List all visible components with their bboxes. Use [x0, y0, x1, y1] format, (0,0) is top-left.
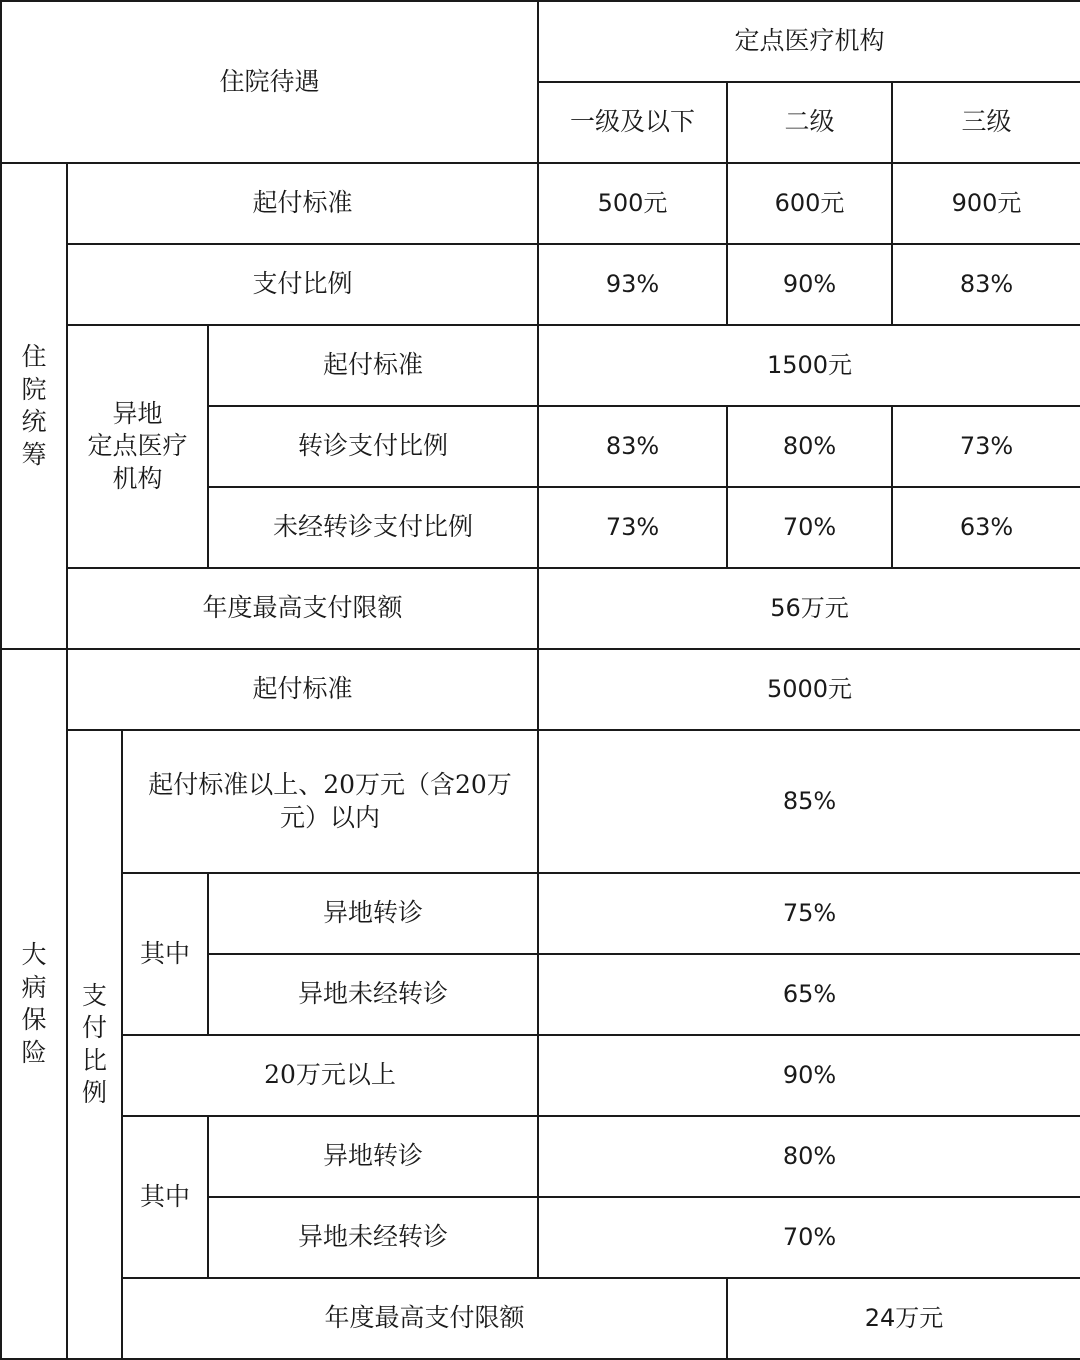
critical-pay-ratio-label: 支 付 比 例: [67, 730, 122, 1359]
tier2-remote-non-referral-value: 70%: [538, 1197, 1080, 1278]
remote-referral-level-2: 80%: [727, 406, 892, 487]
inpatient-annual-cap-label: 年度最高支付限额: [67, 568, 538, 649]
remote-referral-label: 转诊支付比例: [208, 406, 538, 487]
tier2-ratio-value: 90%: [538, 1035, 1080, 1116]
inpatient-pay-ratio-level-3: 83%: [892, 244, 1080, 325]
inpatient-deductible-level-2: 600元: [727, 163, 892, 244]
critical-deductible-value: 5000元: [538, 649, 1080, 730]
inpatient-annual-cap-value: 56万元: [538, 568, 1080, 649]
remote-non-referral-level-1: 73%: [538, 487, 727, 568]
header-level-1: 一级及以下: [538, 82, 727, 163]
inpatient-section-label: 住 院 统 筹: [1, 163, 67, 649]
remote-non-referral-level-3: 63%: [892, 487, 1080, 568]
inpatient-deductible-level-1: 500元: [538, 163, 727, 244]
tier2-remote-referral-label: 异地转诊: [208, 1116, 538, 1197]
tier2-of-which-label: 其中: [122, 1116, 208, 1278]
tier2-remote-referral-value: 80%: [538, 1116, 1080, 1197]
inpatient-pay-ratio-level-1: 93%: [538, 244, 727, 325]
inpatient-deductible-label: 起付标准: [67, 163, 538, 244]
inpatient-deductible-level-3: 900元: [892, 163, 1080, 244]
tier1-remote-referral-label: 异地转诊: [208, 873, 538, 954]
tier2-remote-non-referral-label: 异地未经转诊: [208, 1197, 538, 1278]
remote-deductible-label: 起付标准: [208, 325, 538, 406]
header-level-2: 二级: [727, 82, 892, 163]
tier1-remote-non-referral-value: 65%: [538, 954, 1080, 1035]
tier2-range-label: 20万元以上: [122, 1035, 538, 1116]
critical-illness-section-label: 大 病 保 险: [1, 649, 67, 1359]
header-level-3: 三级: [892, 82, 1080, 163]
remote-non-referral-label: 未经转诊支付比例: [208, 487, 538, 568]
remote-non-referral-level-2: 70%: [727, 487, 892, 568]
header-benefit: 住院待遇: [1, 1, 538, 163]
tier1-range-label: 起付标准以上、20万元（含20万元）以内: [122, 730, 538, 873]
inpatient-pay-ratio-label: 支付比例: [67, 244, 538, 325]
remote-deductible-value: 1500元: [538, 325, 1080, 406]
tier1-remote-referral-value: 75%: [538, 873, 1080, 954]
critical-deductible-label: 起付标准: [67, 649, 538, 730]
remote-institution-label: 异地 定点医疗 机构: [67, 325, 208, 568]
critical-annual-cap-value: 24万元: [727, 1278, 1080, 1359]
header-institution: 定点医疗机构: [538, 1, 1080, 82]
remote-referral-level-1: 83%: [538, 406, 727, 487]
critical-annual-cap-label: 年度最高支付限额: [122, 1278, 727, 1359]
tier1-ratio-value: 85%: [538, 730, 1080, 873]
remote-referral-level-3: 73%: [892, 406, 1080, 487]
tier1-of-which-label: 其中: [122, 873, 208, 1035]
tier1-remote-non-referral-label: 异地未经转诊: [208, 954, 538, 1035]
inpatient-pay-ratio-level-2: 90%: [727, 244, 892, 325]
